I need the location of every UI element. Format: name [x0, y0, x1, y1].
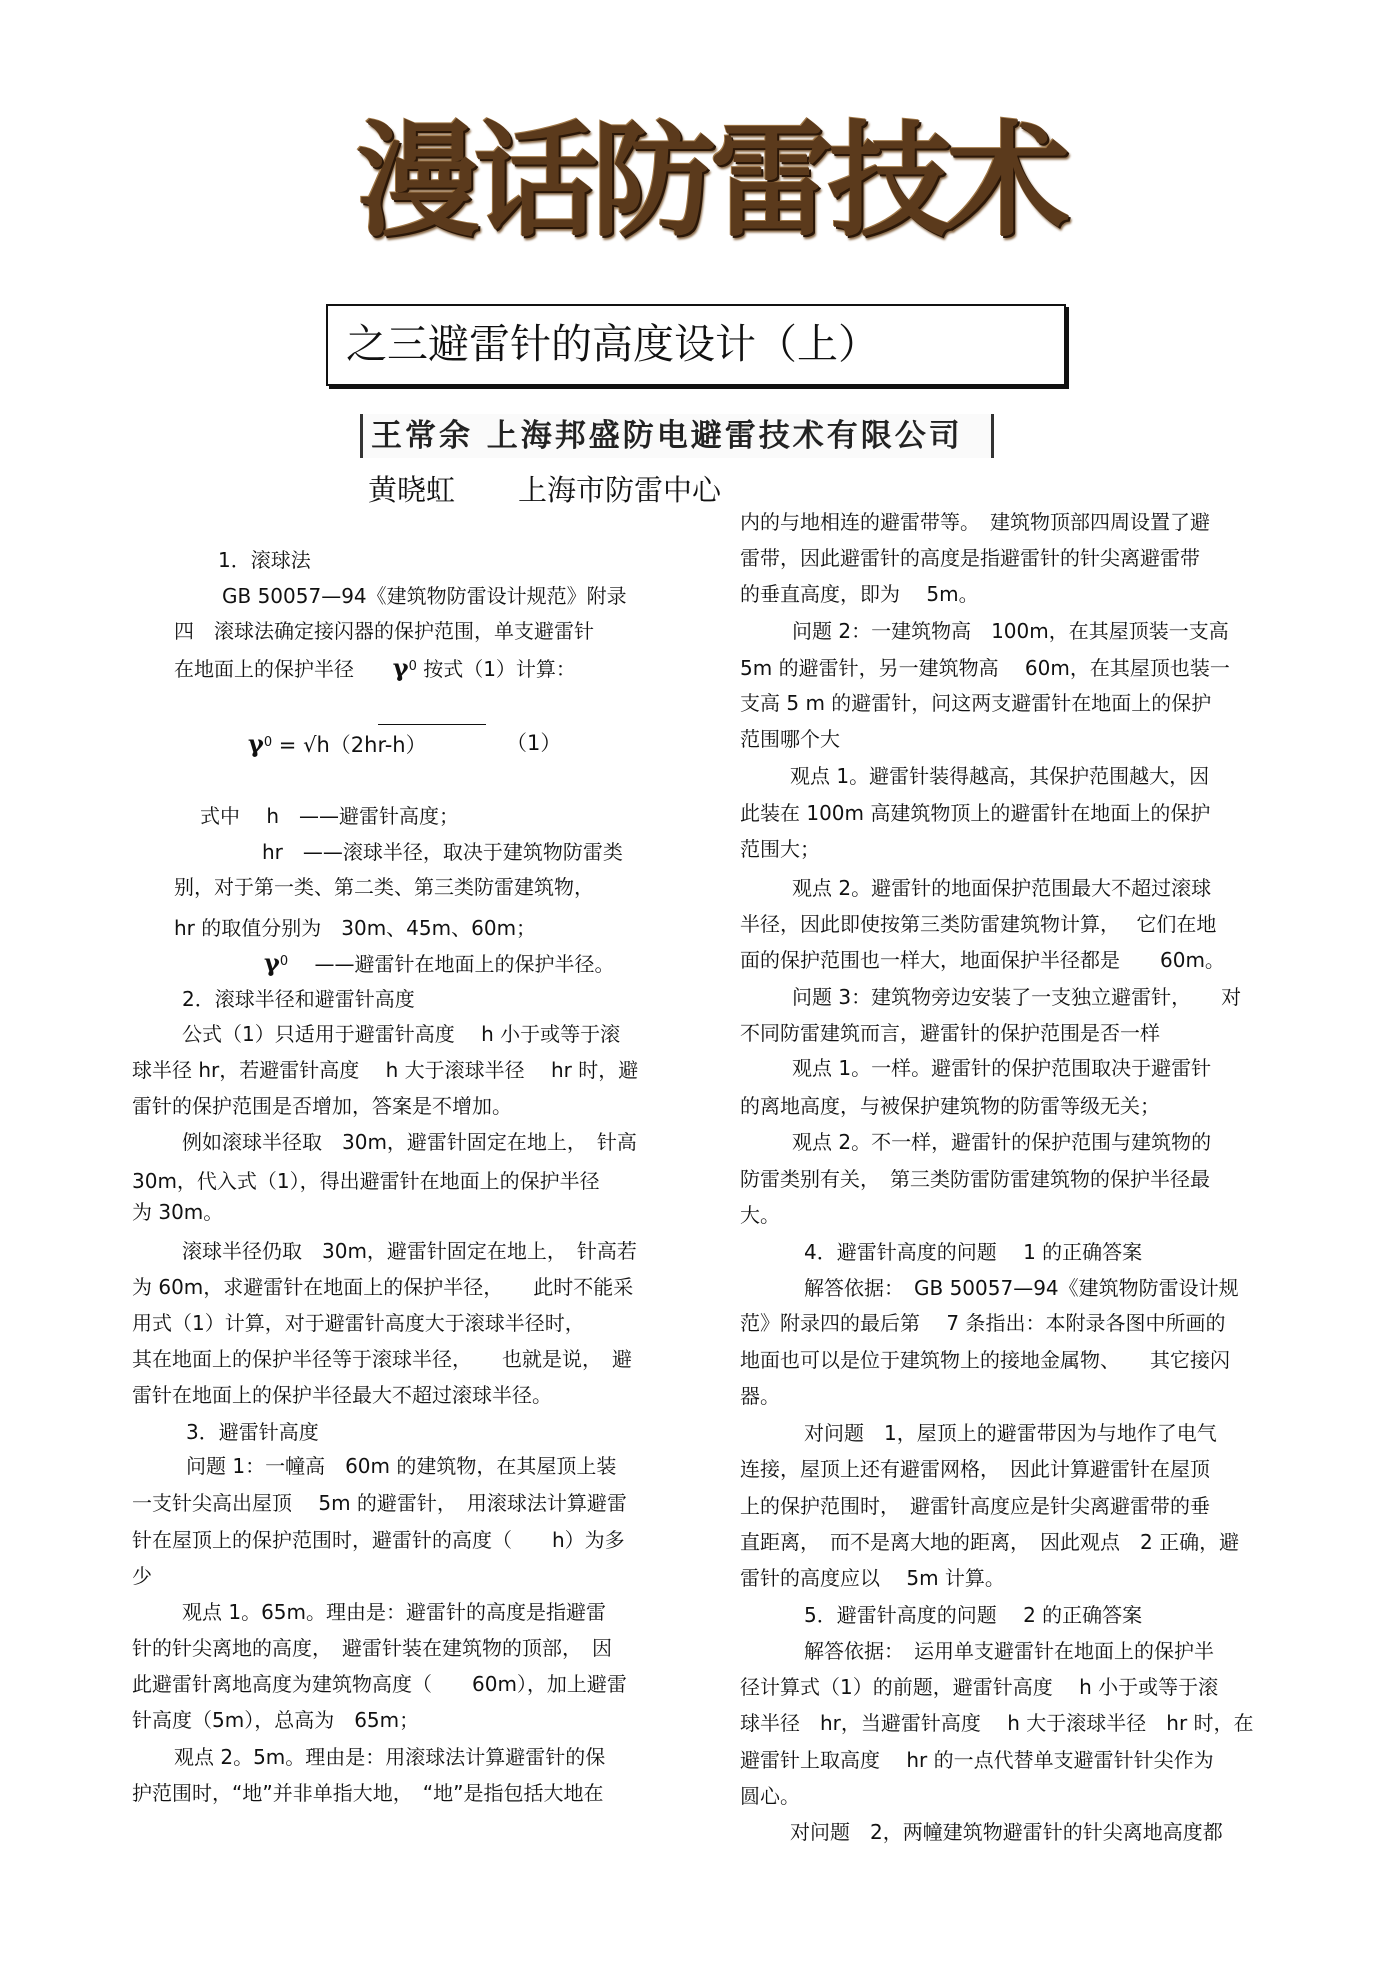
left-line: 针在屋顶上的保护范围时，避雷针的高度（ h）为多 — [132, 1528, 625, 1552]
right-line: 对问题 1，屋顶上的避雷带因为与地作了电气 — [804, 1421, 1217, 1445]
formula-body: √h（2hr-h） — [303, 733, 427, 757]
right-line: 圆心。 — [740, 1784, 800, 1808]
left-line-text: 按式（1）计算： — [423, 657, 576, 681]
subscript-zero: 0 — [408, 659, 417, 674]
right-line: 问题 3：建筑物旁边安装了一支独立避雷针， 对 — [792, 985, 1242, 1009]
left-line — [174, 653, 576, 683]
right-line: 直距离， 而不是离大地的距离， 因此观点 2 正确，避 — [740, 1530, 1240, 1554]
right-line: 大。 — [740, 1203, 780, 1227]
right-line: 上的保护范围时， 避雷针高度应是针尖离避雷带的垂 — [740, 1494, 1210, 1518]
section-heading-5: 5．避雷针高度的问题 2 的正确答案 — [804, 1603, 1143, 1627]
section-heading-1: 1．滚球法 — [218, 548, 311, 572]
right-line: 解答依据： GB 50057—94《建筑物防雷设计规 — [804, 1276, 1239, 1300]
left-line: 别，对于第一类、第二类、第三类防雷建筑物， — [174, 875, 594, 899]
left-line: 例如滚球半径取 30m，避雷针固定在地上， 针高 — [182, 1130, 637, 1154]
left-line: GB 50057—94《建筑物防雷设计规范》附录 — [222, 584, 627, 608]
right-line: 对问题 2，两幢建筑物避雷针的针尖离地高度都 — [790, 1820, 1223, 1844]
right-line: 地面也可以是位于建筑物上的接地金属物、 其它接闪 — [740, 1348, 1230, 1372]
left-line: 观点 2。5m。理由是：用滚球法计算避雷针的保 — [174, 1745, 606, 1769]
right-line: 器。 — [740, 1384, 780, 1408]
right-line: 避雷针上取高度 hr 的一点代替单支避雷针针尖作为 — [740, 1748, 1214, 1772]
right-line: 5m 的避雷针，另一建筑物高 60m，在其屋顶也装一 — [740, 656, 1230, 680]
left-line: 用式（1）计算，对于避雷针高度大于滚球半径时， — [132, 1311, 585, 1335]
left-line: hr 的取值分别为 30m、45m、60m； — [174, 916, 537, 940]
right-line: 问题 2：一建筑物高 100m，在其屋顶装一支高 — [792, 619, 1229, 643]
subscript-zero: 0 — [263, 735, 273, 750]
right-line: 径计算式（1）的前题，避雷针高度 h 小于或等于滚 — [740, 1675, 1219, 1699]
right-line: 的垂直高度，即为 5m。 — [740, 582, 979, 606]
right-line: 的离地高度，与被保护建筑物的防雷等级无关； — [740, 1094, 1160, 1118]
left-line-text: ——避雷针在地面上的保护半径。 — [314, 952, 615, 976]
left-line: 针高度（5m），总高为 65m； — [132, 1708, 420, 1732]
left-line: 式中 h ——避雷针高度； — [200, 804, 460, 828]
right-line: 防雷类别有关， 第三类防雷防雷建筑物的保护半径最 — [740, 1167, 1210, 1191]
left-line: 此避雷针离地高度为建筑物高度（ 60m），加上避雷 — [132, 1672, 627, 1696]
right-line: 解答依据： 运用单支避雷针在地面上的保护半 — [804, 1639, 1214, 1663]
right-line: 观点 1。避雷针装得越高，其保护范围越大，因 — [790, 764, 1210, 788]
formula-equals: = — [272, 733, 304, 757]
left-line — [264, 948, 614, 978]
left-line: 护范围时，“地”并非单指大地， “地”是指包括大地在 — [132, 1781, 604, 1805]
left-line: 30m，代入式（1），得出避雷针在地面上的保护半径 — [132, 1169, 600, 1193]
section-heading-2: 2．滚球半径和避雷针高度 — [182, 987, 415, 1011]
subscript-zero: 0 — [279, 954, 289, 969]
left-line: 一支针尖高出屋顶 5m 的避雷针， 用滚球法计算避雷 — [132, 1491, 627, 1515]
left-line: hr ——滚球半径，取决于建筑物防雷类 — [262, 840, 623, 864]
left-line: 公式（1）只适用于避雷针高度 h 小于或等于滚 — [182, 1022, 621, 1046]
right-line: 观点 2。避雷针的地面保护范围最大不超过滚球 — [792, 876, 1212, 900]
left-line-text: 在地面上的保护半径 — [174, 657, 354, 681]
gamma-symbol: γ — [264, 948, 280, 977]
article-subtitle: 之三避雷针的高度设计（上） — [346, 320, 879, 368]
right-line: 范》附录四的最后第 7 条指出：本附录各图中所画的 — [740, 1311, 1226, 1335]
right-line: 观点 1。一样。避雷针的保护范围取决于避雷针 — [792, 1056, 1212, 1080]
author-org-2: 上海市防雷中心 — [518, 473, 722, 507]
right-line: 雷针的高度应以 5m 计算。 — [740, 1566, 1005, 1590]
left-line: 其在地面上的保护半径等于滚球半径， 也就是说， 避 — [132, 1347, 632, 1371]
right-line: 半径，因此即使按第三类防雷建筑物计算， 它们在地 — [740, 912, 1217, 936]
formula-number: （1） — [506, 731, 562, 755]
right-line: 范围大； — [740, 837, 820, 861]
left-line: 四 滚球法确定接闪器的保护范围，单支避雷针 — [174, 619, 594, 643]
left-line: 雷针的保护范围是否增加，答案是不增加。 — [132, 1094, 512, 1118]
right-line: 范围哪个大 — [740, 727, 840, 751]
left-line: 问题 1：一幢高 60m 的建筑物，在其屋顶上装 — [186, 1454, 617, 1478]
left-line: 少 — [132, 1564, 152, 1588]
right-line: 连接，屋顶上还有避雷网格， 因此计算避雷针在屋顶 — [740, 1457, 1210, 1481]
formula-1 — [248, 728, 427, 760]
gamma-symbol: γ — [392, 653, 409, 682]
left-line: 雷针在地面上的保护半径最大不超过滚球半径。 — [132, 1383, 552, 1407]
author-line-1: 王常余 上海邦盛防电避雷技术有限公司 — [371, 418, 963, 454]
masthead-title: 漫话防雷技术 — [356, 109, 1065, 254]
author-name-2: 黄晓虹 — [368, 473, 456, 507]
left-line: 球半径 hr，若避雷针高度 h 大于滚球半径 hr 时，避 — [132, 1058, 639, 1082]
section-heading-4: 4．避雷针高度的问题 1 的正确答案 — [804, 1240, 1143, 1264]
author-banner — [360, 414, 994, 458]
right-line: 球半径 hr，当避雷针高度 h 大于滚球半径 hr 时，在 — [740, 1711, 1254, 1735]
right-line: 观点 2。不一样，避雷针的保护范围与建筑物的 — [792, 1130, 1212, 1154]
right-line: 不同防雷建筑而言，避雷针的保护范围是否一样 — [740, 1021, 1160, 1045]
section-heading-3: 3．避雷针高度 — [186, 1420, 319, 1444]
left-line: 为 30m。 — [132, 1200, 224, 1224]
formula-radical-bar — [378, 724, 486, 725]
left-line: 针的针尖离地的高度， 避雷针装在建筑物的顶部， 因 — [132, 1636, 612, 1660]
left-line: 为 60m，求避雷针在地面上的保护半径， 此时不能采 — [132, 1275, 634, 1299]
right-line: 雷带，因此避雷针的高度是指避雷针的针尖离避雷带 — [740, 546, 1200, 570]
right-line: 此装在 100m 高建筑物顶上的避雷针在地面上的保护 — [740, 801, 1211, 825]
left-line: 滚球半径仍取 30m，避雷针固定在地上， 针高若 — [182, 1239, 637, 1263]
gamma-symbol: γ — [248, 729, 264, 758]
subtitle-box — [326, 304, 1066, 386]
right-line: 支高 5 m 的避雷针，问这两支避雷针在地面上的保护 — [740, 691, 1212, 715]
right-line: 面的保护范围也一样大，地面保护半径都是 60m。 — [740, 948, 1225, 972]
right-line: 内的与地相连的避雷带等。 建筑物顶部四周设置了避 — [740, 510, 1210, 534]
left-line: 观点 1。65m。理由是：避雷针的高度是指避雷 — [182, 1600, 607, 1624]
